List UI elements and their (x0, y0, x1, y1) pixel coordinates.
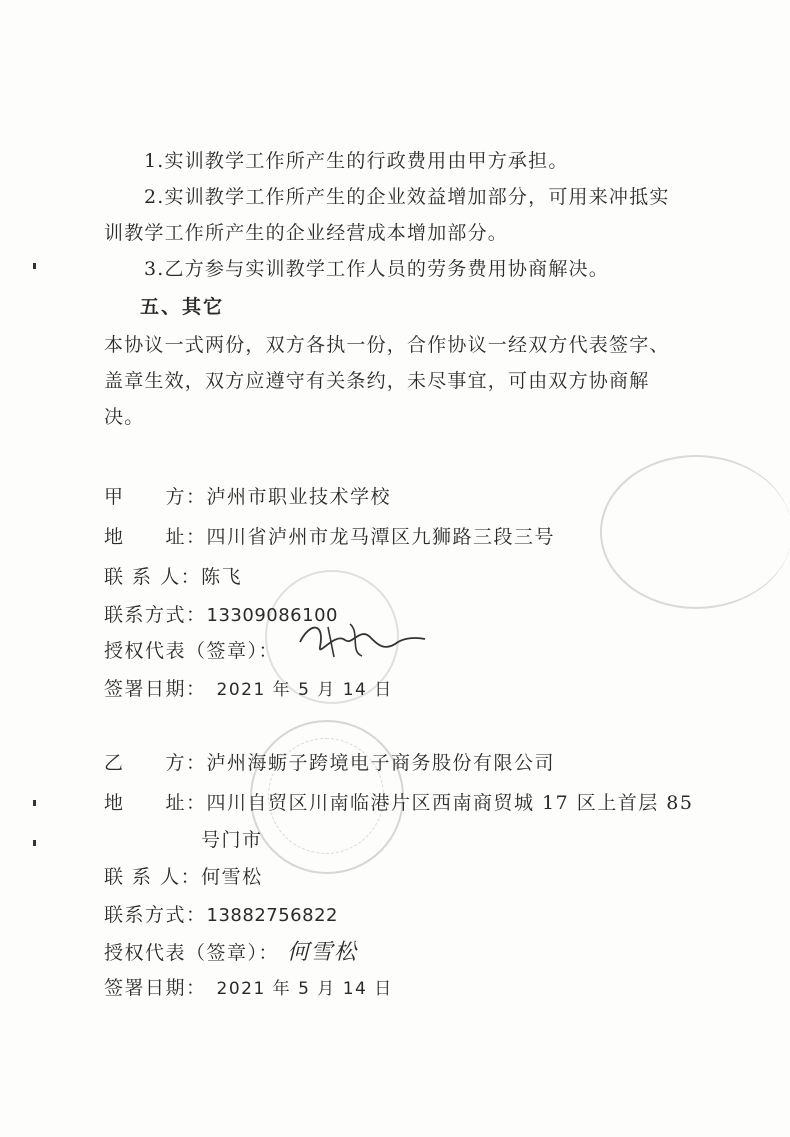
party-b-contact-row (104, 862, 263, 889)
rep-label: 授权代表（签章）： (104, 640, 280, 662)
party-a-row (104, 482, 391, 509)
party-b-date-row (104, 973, 393, 1000)
party-a-name: 泸州市职业技术学校 (206, 486, 392, 508)
rep-label: 授权代表（签章）： (104, 942, 280, 964)
margin-mark (33, 800, 36, 806)
contact-label: 联 系 人： (104, 866, 202, 888)
section-title: 五、其它 (140, 296, 225, 318)
party-b-row (104, 748, 555, 775)
margin-mark (33, 840, 36, 846)
party-b-date: 2021 年 5 月 14 日 (216, 979, 393, 999)
party-b-name: 泸州海蛎子跨境电子商务股份有限公司 (206, 752, 556, 774)
party-b-phone: 13882756822 (206, 905, 338, 926)
party-b-contact: 何雪松 (201, 866, 263, 888)
contact-label: 联 系 人： (104, 566, 202, 588)
party-a-phone: 13309086100 (206, 605, 338, 626)
address-label: 地 址： (104, 792, 207, 814)
party-a-date-row (104, 674, 393, 701)
clause-1: 1.实训教学工作所产生的行政费用由甲方承担。 (144, 150, 569, 172)
clause-list (104, 143, 680, 287)
margin-mark (33, 263, 36, 269)
address-label: 地 址： (104, 526, 207, 548)
party-a-rep-row (104, 636, 279, 663)
party-a-signature (290, 612, 430, 667)
party-b-address-line1: 四川自贸区川南临港片区西南商贸城 17 区上首层 85 (206, 792, 694, 814)
party-a-address: 四川省泸州市龙马潭区九狮路三段三号 (206, 526, 556, 548)
school-seal (600, 455, 790, 609)
party-a-label: 甲 方： (104, 486, 207, 508)
phone-label: 联系方式： (104, 904, 207, 926)
date-label: 签署日期： (104, 678, 207, 700)
party-b-phone-row (104, 900, 338, 927)
clause-3: 3.乙方参与实训教学工作人员的劳务费用协商解决。 (144, 258, 609, 280)
party-b-signature: 何雪松 (287, 940, 358, 965)
party-b-rep-row (104, 935, 358, 966)
party-a-date: 2021 年 5 月 14 日 (216, 680, 393, 700)
date-label: 签署日期： (104, 977, 207, 999)
phone-label: 联系方式： (104, 604, 207, 626)
party-b-address-row (104, 788, 694, 815)
party-b-address-line2: 号门市 (201, 829, 263, 851)
party-b-label: 乙 方： (104, 752, 207, 774)
section-text: 本协议一式两份，双方各执一份，合作协议一经双方代表签字、盖章生效，双方应遵守有关条约，未尽事宜，可由双方协商解决。 (104, 334, 670, 428)
party-a-contact-row (104, 562, 242, 589)
party-a-contact: 陈飞 (201, 566, 243, 588)
clause-2: 2.实训教学工作所产生的企业效益增加部分，可用来冲抵实训教学工作所产生的企业经营成本增加部分。 (104, 186, 670, 244)
party-a-address-row (104, 522, 555, 549)
